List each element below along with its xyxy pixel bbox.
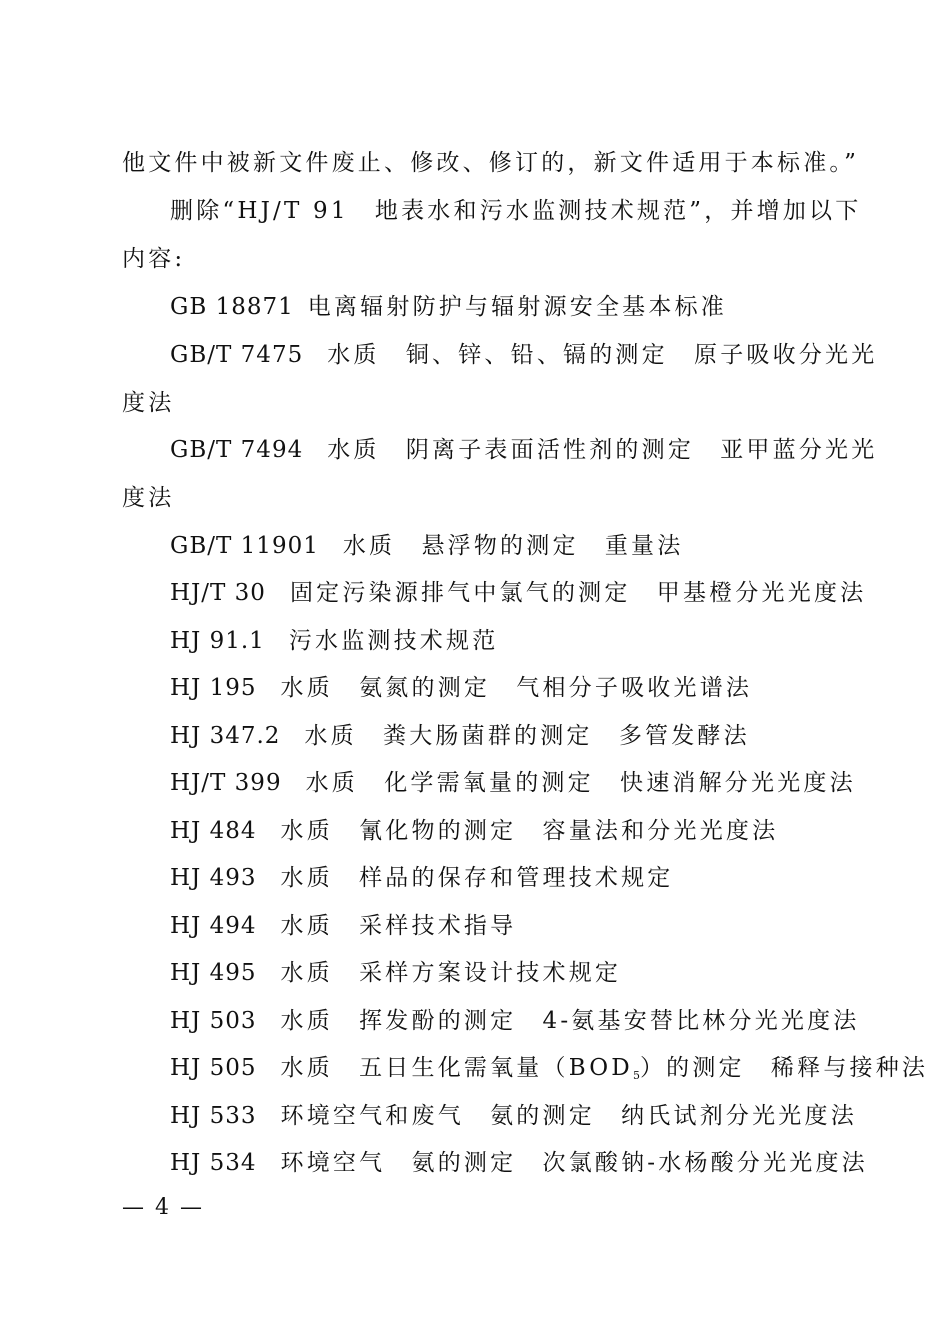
reference-item bbox=[170, 863, 674, 893]
reference-code: GB/T 7494 bbox=[170, 437, 304, 463]
reference-code: HJ 533 bbox=[170, 1103, 257, 1129]
reference-code: HJ 495 bbox=[170, 960, 257, 986]
reference-title-pre: 水质 五日生化需氧量（BOD bbox=[280, 1055, 633, 1081]
reference-code: HJ 493 bbox=[170, 865, 257, 891]
reference-title: 水质 悬浮物的测定 重量法 bbox=[342, 533, 684, 559]
reference-item bbox=[170, 1101, 857, 1131]
reference-title-subscript: 5 bbox=[632, 1069, 640, 1082]
reference-code: HJ 503 bbox=[170, 1008, 257, 1034]
reference-item bbox=[170, 435, 877, 465]
reference-item bbox=[170, 768, 856, 798]
reference-item bbox=[170, 816, 778, 846]
reference-code: HJ 91.1 bbox=[170, 628, 265, 654]
reference-item bbox=[170, 721, 750, 751]
reference-title: 水质 粪大肠菌群的测定 多管发酵法 bbox=[304, 723, 750, 749]
reference-code: HJ/T 30 bbox=[170, 580, 266, 606]
reference-item bbox=[170, 673, 752, 703]
reference-title: 水质 采样方案设计技术规定 bbox=[280, 960, 622, 986]
reference-code: HJ 494 bbox=[170, 913, 257, 939]
body-paragraph-delete-line-1: 删除“HJ/T 91 地表水和污水监测技术规范”，并增加以下 bbox=[170, 198, 862, 224]
reference-title: 水质 氨氮的测定 气相分子吸收光谱法 bbox=[280, 675, 753, 701]
reference-title-continuation: 度法 bbox=[122, 485, 175, 511]
reference-title-post: ）的测定 稀释与接种法 bbox=[639, 1055, 929, 1081]
page-number: — 4 — bbox=[122, 1195, 204, 1220]
reference-title: 水质 挥发酚的测定 4-氨基安替比林分光光度法 bbox=[280, 1008, 860, 1034]
reference-title: 污水监测技术规范 bbox=[288, 628, 499, 654]
reference-item bbox=[170, 340, 877, 370]
reference-title-continuation: 度法 bbox=[122, 390, 175, 416]
reference-item bbox=[170, 911, 516, 941]
reference-item bbox=[170, 531, 683, 561]
reference-title: 水质 铜、锌、铅、镉的测定 原子吸收分光光 bbox=[327, 342, 878, 368]
reference-title: 电离辐射防护与辐射源安全基本标准 bbox=[307, 294, 727, 320]
reference-title: 固定污染源排气中氯气的测定 甲基橙分光光度法 bbox=[289, 580, 867, 606]
reference-title: 水质 采样技术指导 bbox=[280, 913, 517, 939]
reference-item bbox=[170, 1053, 928, 1091]
reference-code: HJ 484 bbox=[170, 818, 257, 844]
reference-title: 水质 样品的保存和管理技术规定 bbox=[280, 865, 674, 891]
reference-title: 水质 阴离子表面活性剂的测定 亚甲蓝分光光 bbox=[327, 437, 878, 463]
reference-code: HJ 347.2 bbox=[170, 723, 281, 749]
reference-item bbox=[170, 958, 621, 988]
reference-item bbox=[170, 1148, 868, 1178]
reference-code: HJ 505 bbox=[170, 1055, 257, 1081]
reference-code: HJ/T 399 bbox=[170, 770, 282, 796]
reference-item bbox=[170, 292, 727, 322]
reference-code: GB/T 7475 bbox=[170, 342, 304, 368]
reference-code: GB/T 11901 bbox=[170, 533, 319, 559]
reference-item bbox=[170, 578, 866, 608]
reference-title: 环境空气 氨的测定 次氯酸钠-水杨酸分光光度法 bbox=[280, 1150, 868, 1176]
body-paragraph-continuation: 他文件中被新文件废止、修改、修订的，新文件适用于本标准。” bbox=[122, 150, 860, 176]
reference-title: 环境空气和废气 氨的测定 纳氏试剂分光光度法 bbox=[280, 1103, 857, 1129]
reference-item bbox=[170, 1006, 860, 1036]
reference-code: HJ 195 bbox=[170, 675, 257, 701]
reference-code: HJ 534 bbox=[170, 1150, 257, 1176]
reference-title: 水质 化学需氧量的测定 快速消解分光光度法 bbox=[305, 770, 856, 796]
body-paragraph-delete-line-2: 内容: bbox=[122, 246, 186, 272]
reference-item bbox=[170, 626, 498, 656]
reference-title: 水质 氰化物的测定 容量法和分光光度法 bbox=[280, 818, 779, 844]
reference-code: GB 18871 bbox=[170, 294, 294, 320]
